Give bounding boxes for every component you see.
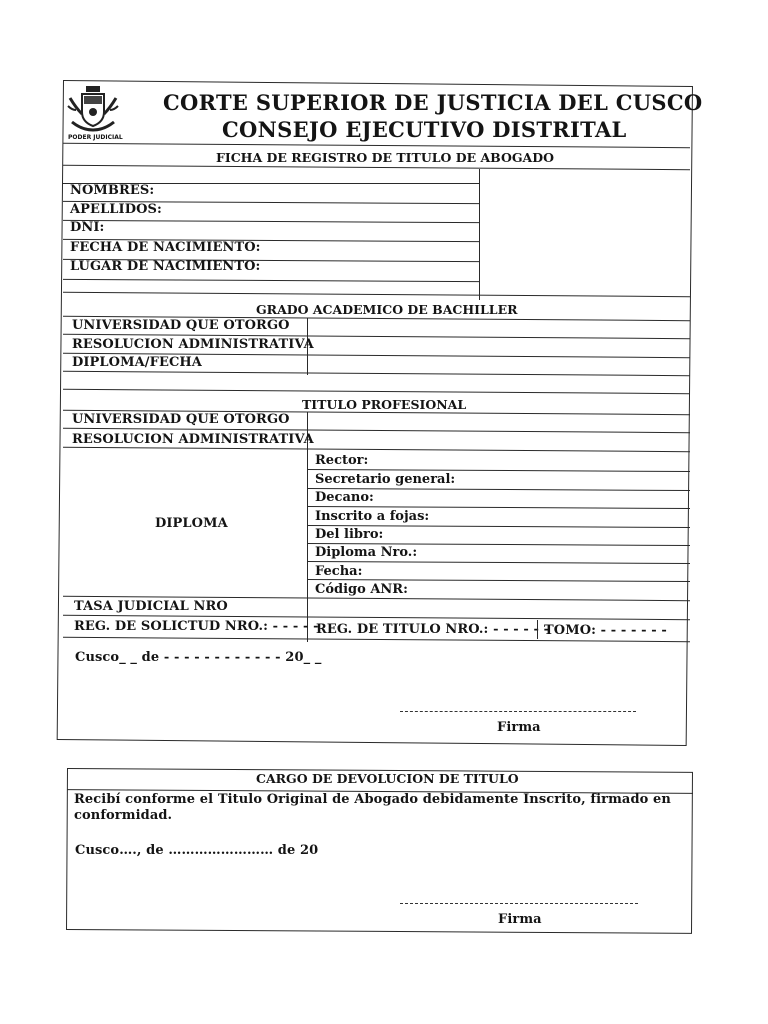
rector-label: Rector: [315, 453, 369, 468]
lugar-nacimiento-label: LUGAR DE NACIMIENTO: [70, 259, 261, 274]
fecha-label: Fecha: [315, 564, 363, 579]
titulo-section-title: TITULO PROFESIONAL [302, 397, 467, 412]
titulo-resolucion-label: RESOLUCION ADMINISTRATIVA [72, 432, 314, 447]
bachiller-section-title: GRADO ACADEMICO DE BACHILLER [256, 302, 518, 317]
logo-caption: PODER JUDICIAL [68, 134, 123, 141]
cargo-title: CARGO DE DEVOLUCION DE TITULO [256, 771, 519, 786]
poder-judicial-logo [66, 84, 123, 141]
nombres-label: NOMBRES: [70, 183, 155, 198]
header-title-line2: CONSEJO EJECUTIVO DISTRITAL [222, 117, 627, 142]
diploma-nro-label: Diploma Nro.: [315, 545, 418, 560]
secretario-label: Secretario general: [315, 472, 456, 487]
libro-label: Del libro: [315, 527, 384, 542]
decano-label: Decano: [315, 490, 374, 505]
apellidos-label: APELLIDOS: [70, 202, 162, 217]
tomo-label: TOMO: - - - - - - - [544, 623, 667, 638]
inscrito-label: Inscrito a fojas: [315, 509, 430, 524]
bachiller-diploma-fecha-label: DIPLOMA/FECHA [72, 355, 202, 370]
tasa-judicial-label: TASA JUDICIAL NRO [74, 599, 228, 614]
cargo-text-line2: conformidad. [74, 808, 173, 823]
cargo-text-line1: Recibí conforme el Titulo Original de Abogado debidamente Inscrito, firmado en [74, 792, 671, 807]
cargo-cusco-date-line: Cusco…., de …………………… de 20 [75, 843, 319, 858]
titulo-universidad-label: UNIVERSIDAD QUE OTORGO [72, 412, 290, 427]
photo-box-divider [479, 169, 480, 300]
bachiller-resolucion-label: RESOLUCION ADMINISTRATIVA [72, 337, 314, 352]
cargo-signature-line [400, 903, 638, 904]
diploma-label: DIPLOMA [155, 516, 228, 531]
firma-label: Firma [497, 720, 541, 735]
reg-titulo-label: REG. DE TITULO NRO.: - - - - - - [316, 622, 550, 637]
reg-solicitud-label: REG. DE SOLICTUD NRO.: - - - - - [74, 619, 319, 634]
coat-of-arms-icon [66, 84, 120, 134]
bachiller-universidad-label: UNIVERSIDAD QUE OTORGO [72, 318, 290, 333]
cusco-date-line: Cusco_ _ de - - - - - - - - - - - - 20_ _ [75, 650, 322, 665]
fecha-nacimiento-label: FECHA DE NACIMIENTO: [70, 240, 261, 255]
dni-label: DNI: [70, 220, 105, 235]
codigo-anr-label: Código ANR: [315, 582, 408, 597]
signature-line [400, 711, 636, 712]
column-divider [537, 620, 538, 639]
header-title-line1: CORTE SUPERIOR DE JUSTICIA DEL CUSCO [163, 90, 703, 115]
cargo-firma-label: Firma [498, 912, 542, 927]
form-title: FICHA DE REGISTRO DE TITULO DE ABOGADO [216, 150, 554, 165]
